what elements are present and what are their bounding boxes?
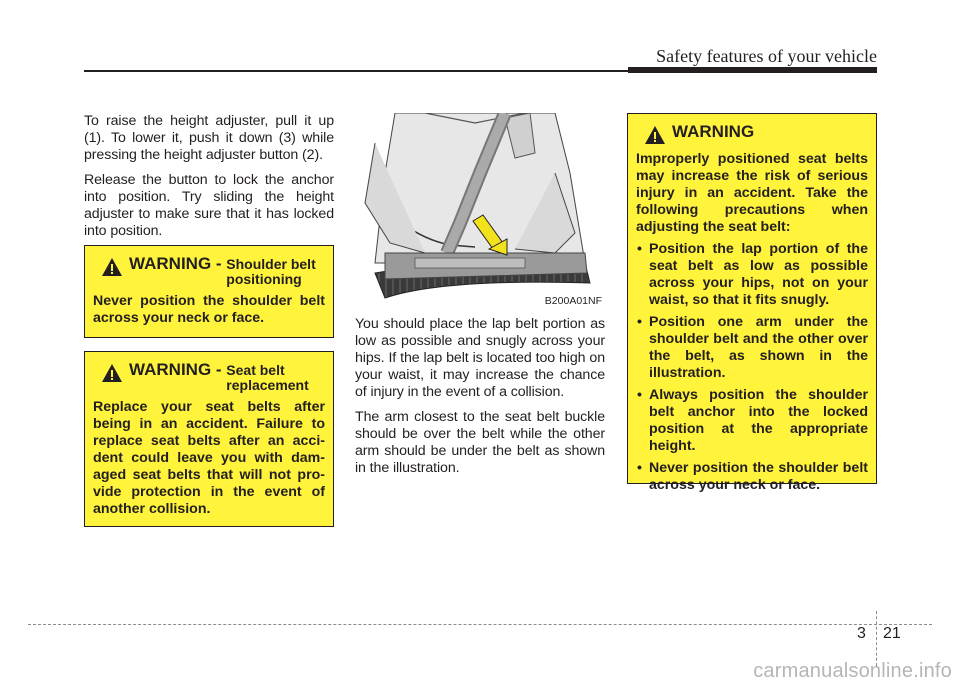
page-number: 21 — [883, 625, 901, 642]
list-item: • Never position the shoulder belt across your neck or face. — [636, 460, 868, 494]
warning-subtitle: Shoulder belt positioning — [226, 256, 316, 287]
footer-rule — [28, 624, 932, 625]
list-item: • Position the lap portion of the seat belt as low as possible across your hips, not on your waist, so that it fits snugly. — [636, 241, 868, 309]
left-column — [84, 113, 334, 248]
warning-triangle-icon — [644, 125, 666, 145]
list-item: • Position one arm under the shoulder belt and the other over the belt, as shown in the illustration. — [636, 314, 868, 382]
warning-triangle-icon — [101, 257, 123, 277]
warning-shoulder-belt-box — [84, 245, 334, 338]
warning-seat-belt-replacement-box — [84, 351, 334, 527]
section-header-title: Safety features of your vehicle — [656, 46, 877, 66]
warning-title: WARNING — [672, 122, 755, 141]
warning-title: WARNING - — [129, 254, 227, 273]
lap-belt-paragraph: You should place the lap belt portion as low as possible and snugly across your hips. If the lap belt is located too high on your waist, it may increase the chance of injury in the event of a collision. — [355, 316, 605, 400]
precautions-list — [636, 241, 868, 494]
figure-code: B200A01NF — [544, 295, 602, 307]
warning-body: Replace your seat belts after being in an accident. Failure to replace seat belts after an acci-dent could leave you with dam-aged seat belts that will not pro-vide protection in the event of another collision. — [93, 399, 325, 517]
warning-body: Never position the shoulder belt across your neck or face. — [93, 293, 325, 326]
page-number-separator — [876, 611, 877, 666]
arm-position-paragraph: The arm closest to the seat belt buckle should be over the belt while the other arm should be under the belt as shown in the illustration. — [355, 409, 605, 476]
seat-belt-illustration — [355, 113, 606, 309]
warning-triangle-icon — [101, 363, 123, 383]
seat-belt-drawing — [355, 113, 606, 309]
list-item: • Always position the shoulder belt anchor into the locked position at the appropriate height. — [636, 387, 868, 455]
height-adjuster-paragraph: To raise the height adjuster, pull it up (1). To lower it, push it down (3) while pressing the height adjuster button (2). — [84, 113, 334, 163]
header-rule-accent — [628, 67, 877, 73]
chapter-number: 3 — [857, 625, 866, 642]
release-button-paragraph: Release the button to lock the anchor into position. Try sliding the height adjuster to make sure that it has locked into position. — [84, 172, 334, 239]
middle-column — [355, 316, 605, 485]
warning-title: WARNING - — [129, 360, 227, 379]
warning-subtitle: Seat belt replacement — [226, 362, 309, 393]
watermark: carmanualsonline.info — [753, 660, 952, 682]
warning-precautions-box — [627, 113, 877, 493]
warning-intro: Improperly positioned seat belts may increase the risk of serious injury in an accident. Take the following precautions when adjusting the seat belt: — [636, 151, 868, 235]
